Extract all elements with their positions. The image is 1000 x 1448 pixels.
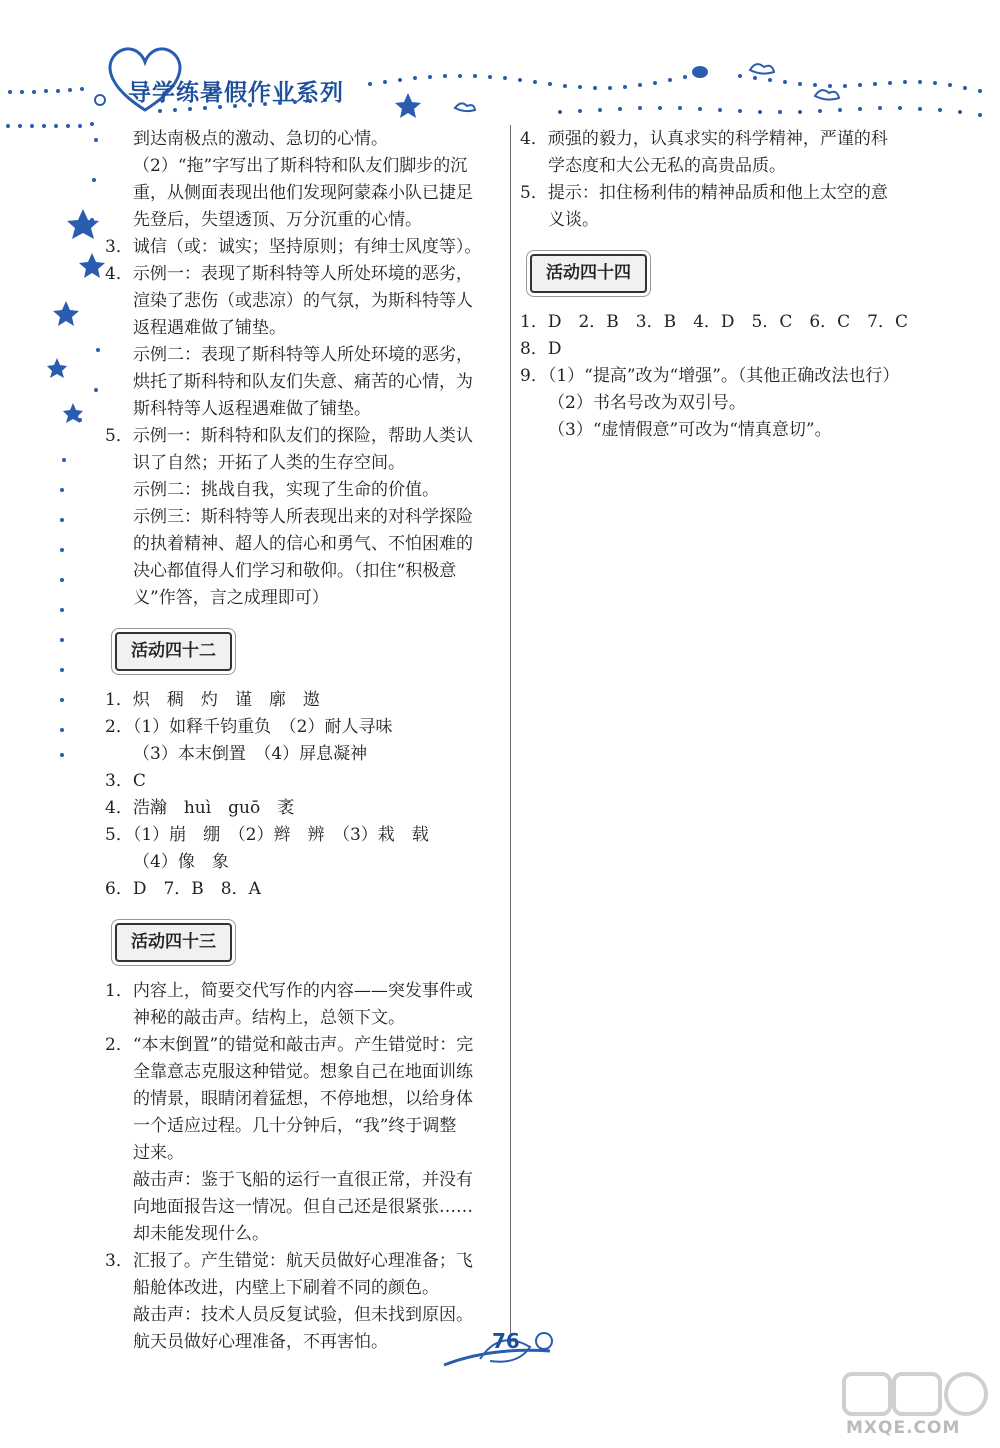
answer-line: 神秘的敲击声。结构上，总领下文。 (133, 1008, 405, 1028)
answer-line: 过来。 (133, 1143, 184, 1163)
answer-line: 2．“本末倒置”的错觉和敲击声。产生错觉时：完 (105, 1035, 474, 1055)
answer-line: 6．D 7．B 8．A (105, 879, 261, 899)
answer-line: （3）本末倒置 （4）屏息凝神 (133, 744, 368, 764)
answer-line: 到达南极点的激动、急切的心情。 (133, 129, 388, 149)
answer-line: 1．内容上，简要交代写作的内容——突发事件或 (105, 981, 473, 1001)
answer-line: 义”作答，言之成理即可） (133, 588, 329, 608)
answer-line: 学态度和大公无私的高贵品质。 (548, 156, 786, 176)
page-number: 76 (492, 1329, 520, 1353)
answer-line: 先登后，失望透顶、万分沉重的心情。 (133, 210, 422, 230)
section-heading-42: 活动四十二 (115, 632, 232, 671)
section-heading-44: 活动四十四 (530, 254, 647, 293)
answer-line: 示例二：挑战自我，实现了生命的价值。 (133, 480, 439, 500)
answer-line: 船舱体改进，内壁上下刷着不同的颜色。 (133, 1278, 439, 1298)
answer-line: 全靠意志克服这种错觉。想象自己在地面训练 (133, 1062, 473, 1082)
answer-line: 4．示例一：表现了斯科特等人所处环境的恶劣， (105, 264, 473, 284)
answer-line: 9．（1）“提高”改为“增强”。（其他正确改法也行） (520, 366, 900, 386)
answer-line: 的情景，眼睛闭着猛想，不停地想，以给身体 (133, 1089, 473, 1109)
answer-line: 一个适应过程。几十分钟后，“我”终于调整 (133, 1116, 457, 1136)
answer-line: 4．浩瀚 huì guō 袤 (105, 798, 295, 818)
answer-line: 1．炽 稠 灼 谨 廓 遨 (105, 690, 320, 710)
answer-line: （3）“虚情假意”可改为“情真意切”。 (548, 420, 832, 440)
right-column (520, 126, 940, 444)
answer-line: 决心都值得人们学习和敬仰。（扣住“积极意 (133, 561, 457, 581)
answer-line: 烘托了斯科特和队友们失意、痛苦的心情，为 (133, 372, 473, 392)
answer-line: 示例二：表现了斯科特等人所处环境的恶劣， (133, 345, 473, 365)
answer-line: 向地面报告这一情况。但自己还是很紧张…… (133, 1197, 473, 1217)
answer-line: 识了自然；开拓了人类的生存空间。 (133, 453, 405, 473)
answer-line: 2．（1）如释千钧重负 （2）耐人寻味 (105, 717, 393, 737)
answer-line: 4．顽强的毅力，认真求实的科学精神，严谨的科 (520, 129, 888, 149)
answer-line: 5．提示：扣住杨利伟的精神品质和他上太空的意 (520, 183, 888, 203)
answer-line: 敲击声：鉴于飞船的运行一直很正常，并没有 (133, 1170, 473, 1190)
answer-line: 3．汇报了。产生错觉：航天员做好心理准备；飞 (105, 1251, 473, 1271)
left-column (105, 126, 503, 1356)
answer-line: 返程遇难做了铺垫。 (133, 318, 286, 338)
answer-line: 义谈。 (548, 210, 599, 230)
series-title: 导学练暑假作业系列 (128, 80, 344, 106)
answer-line: 5．（1）崩 绷 （2）辫 辨 （3）栽 载 (105, 825, 429, 845)
answer-line: （2）书名号改为双引号。 (548, 393, 746, 413)
section-heading-43: 活动四十三 (115, 923, 232, 962)
answer-line: 渲染了悲伤（或悲凉）的气氛，为斯科特等人 (133, 291, 473, 311)
column-divider (510, 125, 511, 1340)
watermark-text: MXQE.COM (846, 1418, 961, 1438)
answer-line: 3．C (105, 771, 146, 791)
answer-line: 重，从侧面表现出他们发现阿蒙森小队已捷足 (133, 183, 473, 203)
answer-line: （4）像 象 (133, 852, 229, 872)
page-number-badge (440, 1325, 570, 1375)
answer-line: 航天员做好心理准备，不再害怕。 (133, 1332, 388, 1352)
margin-decoration (40, 120, 110, 760)
answer-line: 1．D 2．B 3．B 4．D 5．C 6．C 7．C (520, 312, 908, 332)
answer-line: 3．诚信（或：诚实；坚持原则；有绅士风度等）。 (105, 237, 482, 257)
answer-line: （2）“拖”字写出了斯科特和队友们脚步的沉 (133, 156, 468, 176)
answer-line: 5．示例一：斯科特和队友们的探险，帮助人类认 (105, 426, 473, 446)
answer-line: 示例三：斯科特等人所表现出来的对科学探险 (133, 507, 473, 527)
answer-line: 却未能发现什么。 (133, 1224, 269, 1244)
answer-line: 8．D (520, 339, 562, 359)
answer-line: 的执着精神、超人的信心和勇气、不怕困难的 (133, 534, 473, 554)
answer-line: 斯科特等人返程遇难做了铺垫。 (133, 399, 371, 419)
answer-line: 敲击声：技术人员反复试验，但未找到原因。 (133, 1305, 473, 1325)
